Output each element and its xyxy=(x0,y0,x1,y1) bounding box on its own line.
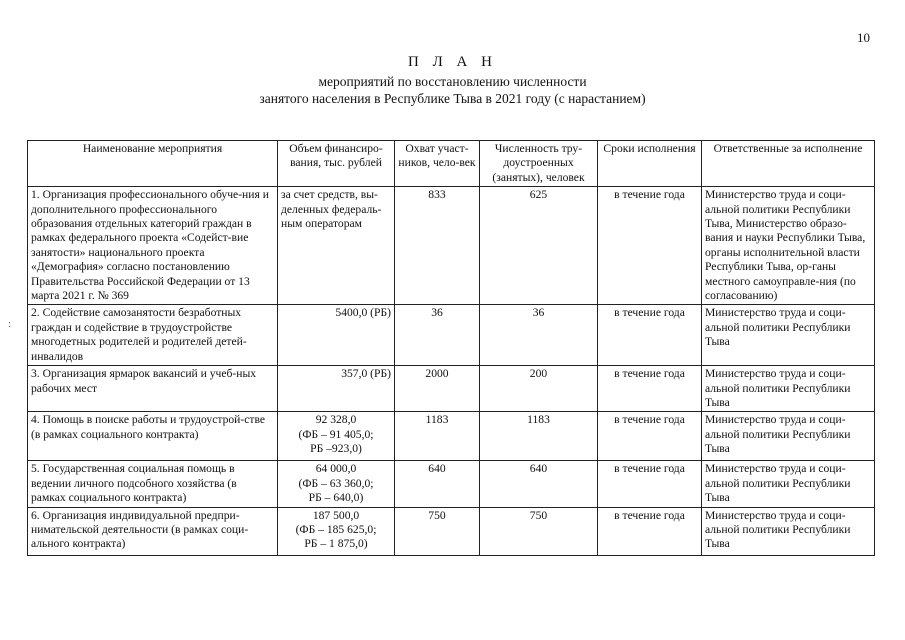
cell-employed: 1183 xyxy=(480,412,598,461)
finance-total: 92 328,0 xyxy=(315,413,357,427)
header-terms: Сроки исполнения xyxy=(598,141,702,187)
cell-terms: в течение года xyxy=(598,366,702,412)
finance-federal: (ФБ – 185 625,0; xyxy=(295,522,377,536)
cell-terms: в течение года xyxy=(598,305,702,366)
table-row xyxy=(28,305,875,366)
cell-coverage: 36 xyxy=(395,305,480,366)
header-finance: Объем финансиро-вания, тыс. рублей xyxy=(278,141,395,187)
cell-employed: 200 xyxy=(480,366,598,412)
cell-name: 2. Содействие самозанятости безработных граждан и содействие в трудоустройстве многодетных родителей и родителей детей-инвалидов xyxy=(28,305,278,366)
finance-regional: РБ –923,0) xyxy=(310,442,362,456)
finance-federal: (ФБ – 63 360,0; xyxy=(298,476,374,490)
cell-responsible: Министерство труда и соци-альной политики Республики Тыва xyxy=(702,366,875,412)
header-employed: Численность тру-доустроенных (занятых), человек xyxy=(480,141,598,187)
header-coverage: Охват участ-ников, чело-век xyxy=(395,141,480,187)
header-name: Наименование мероприятия xyxy=(28,141,278,187)
cell-terms: в течение года xyxy=(598,187,702,305)
header-responsible: Ответственные за исполнение xyxy=(702,141,875,187)
table-row xyxy=(28,366,875,412)
finance-regional: РБ – 1 875,0) xyxy=(304,537,368,551)
cell-finance: за счет средств, вы-деленных федераль-ным операторам xyxy=(278,187,395,305)
cell-employed: 640 xyxy=(480,461,598,507)
cell-employed: 625 xyxy=(480,187,598,305)
cell-terms: в течение года xyxy=(598,507,702,555)
cell-terms: в течение года xyxy=(598,461,702,507)
cell-coverage: 750 xyxy=(395,507,480,555)
table-row xyxy=(28,412,875,461)
cell-finance xyxy=(278,412,395,461)
cell-responsible: Министерство труда и соци-альной политики Республики Тыва xyxy=(702,412,875,461)
table-row xyxy=(28,187,875,305)
cell-coverage: 1183 xyxy=(395,412,480,461)
cell-name: 4. Помощь в поиске работы и трудоустрой-стве (в рамках социального контракта) xyxy=(28,412,278,461)
cell-finance: 5400,0 (РБ) xyxy=(278,305,395,366)
finance-total: 187 500,0 xyxy=(312,508,360,522)
page-number: 10 xyxy=(857,30,870,45)
margin-marker: : xyxy=(8,318,12,330)
cell-finance xyxy=(278,507,395,555)
cell-responsible: Министерство труда и соци-альной политики Республики Тыва xyxy=(702,461,875,507)
cell-coverage: 2000 xyxy=(395,366,480,412)
document-title: П Л А Н xyxy=(408,54,497,70)
cell-coverage: 640 xyxy=(395,461,480,507)
finance-regional: РБ – 640,0) xyxy=(308,491,364,505)
cell-name: 3. Организация ярмарок вакансий и учеб-ных рабочих мест xyxy=(28,366,278,412)
document-subtitle-line1: мероприятий по восстановлению численности xyxy=(318,74,587,89)
cell-terms: в течение года xyxy=(598,412,702,461)
cell-finance: 357,0 (РБ) xyxy=(278,366,395,412)
cell-responsible: Министерство труда и соци-альной политики Республики Тыва xyxy=(702,305,875,366)
table-row xyxy=(28,461,875,507)
cell-employed: 750 xyxy=(480,507,598,555)
finance-total: 64 000,0 xyxy=(315,462,357,476)
finance-federal: (ФБ – 91 405,0; xyxy=(298,427,374,441)
cell-employed: 36 xyxy=(480,305,598,366)
table-header-row xyxy=(28,141,875,187)
plan-table xyxy=(27,140,875,556)
cell-name: 1. Организация профессионального обуче-ния и дополнительного профессионального образования отдельных категорий граждан в рамках федерального проекта «Содейст-вие занятости» национального проекта «Демография» согласно постановлению Правительства Российской Федерации от 13 марта 2021 г. № 369 xyxy=(28,187,278,305)
cell-name: 5. Государственная социальная помощь в ведении личного подсобного хозяйства (в рамках социального контракта) xyxy=(28,461,278,507)
cell-responsible: Министерство труда и соци-альной политики Республики Тыва, Министерство образо-вания и науки Республики Тыва, органы исполнительной власти Республики Тыва, ор-ганы местного самоуправле-ния (по согласованию) xyxy=(702,187,875,305)
cell-finance xyxy=(278,461,395,507)
table-row xyxy=(28,507,875,555)
document-subtitle-line2: занятого населения в Республике Тыва в 2021 году (с нарастанием) xyxy=(259,91,646,106)
cell-responsible: Министерство труда и соци-альной политики Республики Тыва xyxy=(702,507,875,555)
cell-coverage: 833 xyxy=(395,187,480,305)
cell-name: 6. Организация индивидуальной предпри-нимательской деятельности (в рамках соци-ального контракта) xyxy=(28,507,278,555)
